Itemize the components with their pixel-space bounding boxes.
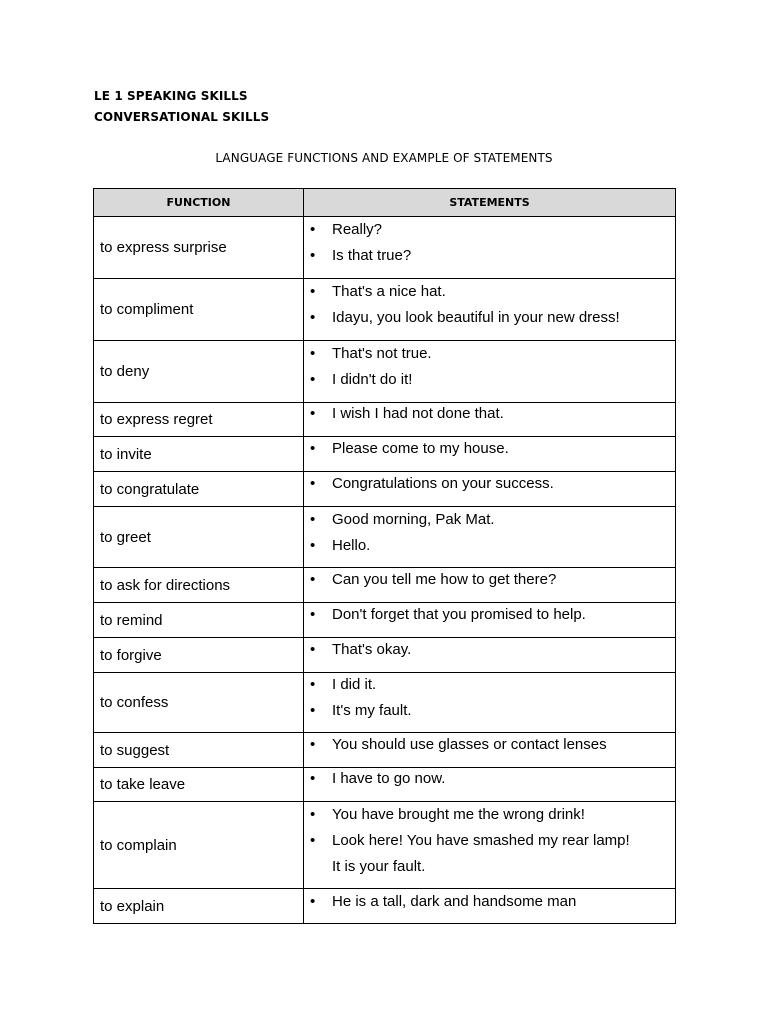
column-header-statements: STATEMENTS bbox=[304, 189, 676, 217]
statements-cell bbox=[304, 603, 676, 638]
table-row bbox=[94, 279, 676, 341]
statements-cell bbox=[304, 279, 676, 341]
table-row bbox=[94, 768, 676, 802]
statements-cell bbox=[304, 472, 676, 507]
statements-cell bbox=[304, 768, 676, 802]
statements-list bbox=[304, 475, 675, 501]
statements-list bbox=[304, 511, 675, 563]
table-row bbox=[94, 802, 676, 889]
statements-list bbox=[304, 571, 675, 597]
statement-item: • Good morning, Pak Mat. bbox=[332, 511, 675, 537]
function-cell: to compliment bbox=[94, 279, 304, 341]
statement-item: • That's not true. bbox=[332, 345, 675, 371]
statements-list bbox=[304, 770, 675, 796]
statements-cell bbox=[304, 507, 676, 568]
statements-cell bbox=[304, 733, 676, 768]
table-body bbox=[94, 217, 676, 924]
statements-cell bbox=[304, 802, 676, 889]
statement-item: • Really? bbox=[332, 221, 675, 247]
statements-cell bbox=[304, 437, 676, 472]
table-row bbox=[94, 341, 676, 403]
table-row bbox=[94, 507, 676, 568]
statements-cell bbox=[304, 568, 676, 603]
function-cell: to suggest bbox=[94, 733, 304, 768]
statements-list bbox=[304, 440, 675, 466]
header-line-1: LE 1 SPEAKING SKILLS bbox=[94, 89, 248, 103]
table-header-row bbox=[94, 189, 676, 217]
table-row bbox=[94, 673, 676, 733]
statements-list bbox=[304, 806, 675, 884]
table-row bbox=[94, 403, 676, 437]
statements-cell bbox=[304, 638, 676, 673]
table-row bbox=[94, 733, 676, 768]
statements-list bbox=[304, 221, 675, 273]
table-row bbox=[94, 217, 676, 279]
statements-list bbox=[304, 893, 675, 919]
statement-item: • Congratulations on your success. bbox=[332, 475, 675, 501]
statement-item: • That's a nice hat. bbox=[332, 283, 675, 309]
statements-list bbox=[304, 641, 675, 667]
statement-item: • That's okay. bbox=[332, 641, 675, 667]
statement-item: • He is a tall, dark and handsome man bbox=[332, 893, 675, 919]
header-line-2: CONVERSATIONAL SKILLS bbox=[94, 110, 270, 124]
statement-item: • Can you tell me how to get there? bbox=[332, 571, 675, 597]
statements-list bbox=[304, 676, 675, 728]
statement-item: • Look here! You have smashed my rear lamp! bbox=[332, 832, 675, 858]
statement-item: • You should use glasses or contact lenses bbox=[332, 736, 675, 762]
statements-list bbox=[304, 606, 675, 632]
statements-list bbox=[304, 283, 675, 335]
statement-item: • It's my fault. bbox=[332, 702, 675, 728]
statement-item: • I did it. bbox=[332, 676, 675, 702]
document-title: LANGUAGE FUNCTIONS AND EXAMPLE OF STATEMENTS bbox=[215, 151, 553, 165]
function-cell: to congratulate bbox=[94, 472, 304, 507]
statement-item: • Hello. bbox=[332, 537, 675, 563]
functions-table bbox=[93, 188, 676, 924]
function-cell: to invite bbox=[94, 437, 304, 472]
statements-cell bbox=[304, 673, 676, 733]
function-cell: to express surprise bbox=[94, 217, 304, 279]
statements-cell bbox=[304, 217, 676, 279]
statement-item: • Don't forget that you promised to help. bbox=[332, 606, 675, 632]
statements-list bbox=[304, 405, 675, 431]
table-row bbox=[94, 603, 676, 638]
function-cell: to forgive bbox=[94, 638, 304, 673]
table-row bbox=[94, 437, 676, 472]
function-cell: to express regret bbox=[94, 403, 304, 437]
table-row bbox=[94, 472, 676, 507]
statements-cell bbox=[304, 403, 676, 437]
statements-cell bbox=[304, 889, 676, 924]
function-cell: to complain bbox=[94, 802, 304, 889]
statement-continuation: It is your fault. bbox=[332, 858, 426, 875]
statement-item: • Idayu, you look beautiful in your new dress! bbox=[332, 309, 675, 335]
statements-list bbox=[304, 345, 675, 397]
statements-list bbox=[304, 736, 675, 762]
column-header-function: FUNCTION bbox=[94, 189, 304, 217]
statement-item: • Is that true? bbox=[332, 247, 675, 273]
function-cell: to ask for directions bbox=[94, 568, 304, 603]
statements-cell bbox=[304, 341, 676, 403]
statement-item: • Please come to my house. bbox=[332, 440, 675, 466]
table-row bbox=[94, 889, 676, 924]
statement-item: • You have brought me the wrong drink! bbox=[332, 806, 675, 832]
statement-item: • I have to go now. bbox=[332, 770, 675, 796]
function-cell: to deny bbox=[94, 341, 304, 403]
statement-item: • I didn't do it! bbox=[332, 371, 675, 397]
table-row bbox=[94, 568, 676, 603]
function-cell: to remind bbox=[94, 603, 304, 638]
statement-item: • I wish I had not done that. bbox=[332, 405, 675, 431]
function-cell: to explain bbox=[94, 889, 304, 924]
function-cell: to greet bbox=[94, 507, 304, 568]
function-cell: to take leave bbox=[94, 768, 304, 802]
table-row bbox=[94, 638, 676, 673]
function-cell: to confess bbox=[94, 673, 304, 733]
